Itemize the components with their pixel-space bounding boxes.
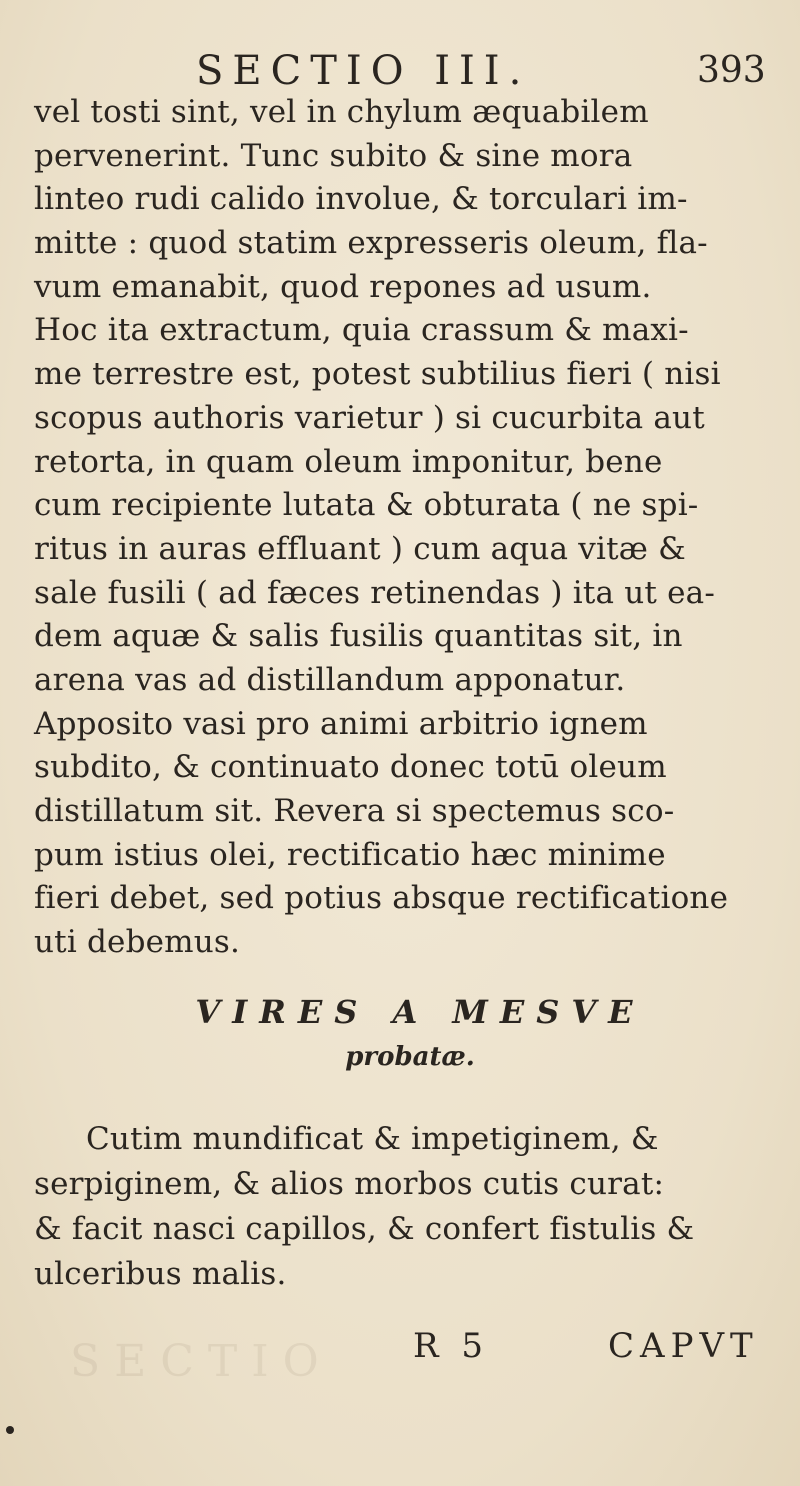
text-line: fieri debet, sed potius absque rectificatione <box>34 880 729 917</box>
text-line: pervenerint. Tunc subito & sine mora <box>34 137 633 174</box>
text-line: vum emanabit, quod repones ad usum. <box>34 268 652 305</box>
ink-speck <box>6 1426 14 1434</box>
text-line: serpiginem, & alios morbos cutis curat: <box>34 1166 665 1202</box>
text-line: pum istius olei, rectificatio hæc minime <box>34 836 666 873</box>
text-line: mitte : quod statim expresseris oleum, fla- <box>34 225 708 262</box>
running-title: SECTIO III. <box>196 48 531 94</box>
text-line: uti debemus. <box>34 924 241 961</box>
text-line: me terrestre est, potest subtilius fieri ( nisi <box>34 356 721 393</box>
page-footer <box>0 1326 800 1376</box>
text-line: distillatum sit. Revera si spectemus sco- <box>34 793 675 829</box>
text-line: Apposito vasi pro animi arbitrio ignem <box>34 705 648 742</box>
text-line: cum recipiente lutata & obturata ( ne spi- <box>34 487 699 524</box>
text-line: ritus in auras effluant ) cum aqua vitæ & <box>34 530 686 567</box>
page-number: 393 <box>697 50 766 91</box>
signature-mark: R 5 <box>413 1326 490 1366</box>
vires-paragraph <box>34 1117 774 1297</box>
heading-subtitle: probatæ. <box>345 1042 475 1072</box>
text-line: subdito, & continuato donec totū oleum <box>34 749 667 786</box>
heading-title: VIRES A MESVE <box>195 993 645 1031</box>
catchword: CAPVT <box>608 1326 759 1366</box>
main-text-block <box>34 91 774 965</box>
text-line: sale fusili ( ad fæces retinendas ) ita ut ea- <box>34 574 715 611</box>
text-line: arena vas ad distillandum apponatur. <box>34 661 626 698</box>
text-line: retorta, in quam oleum imponitur, bene <box>34 443 663 480</box>
text-line: ulceribus malis. <box>34 1256 287 1292</box>
section-heading <box>0 992 800 1074</box>
text-line: vel tosti sint, vel in chylum æquabilem <box>34 94 649 130</box>
text-line: dem aquæ & salis fusilis quantitas sit, in <box>34 618 683 655</box>
text-line: Cutim mundificat & impetiginem, & <box>86 1121 659 1157</box>
text-line: linteo rudi calido involue, & torculari im- <box>34 181 688 218</box>
bleed-through-text: SECTIO <box>70 1336 333 1387</box>
text-line: & facit nasci capillos, & confert fistulis & <box>34 1211 695 1247</box>
text-line: scopus authoris varietur ) si cucurbita aut <box>34 399 705 436</box>
text-line: Hoc ita extractum, quia crassum & maxi- <box>34 312 689 349</box>
